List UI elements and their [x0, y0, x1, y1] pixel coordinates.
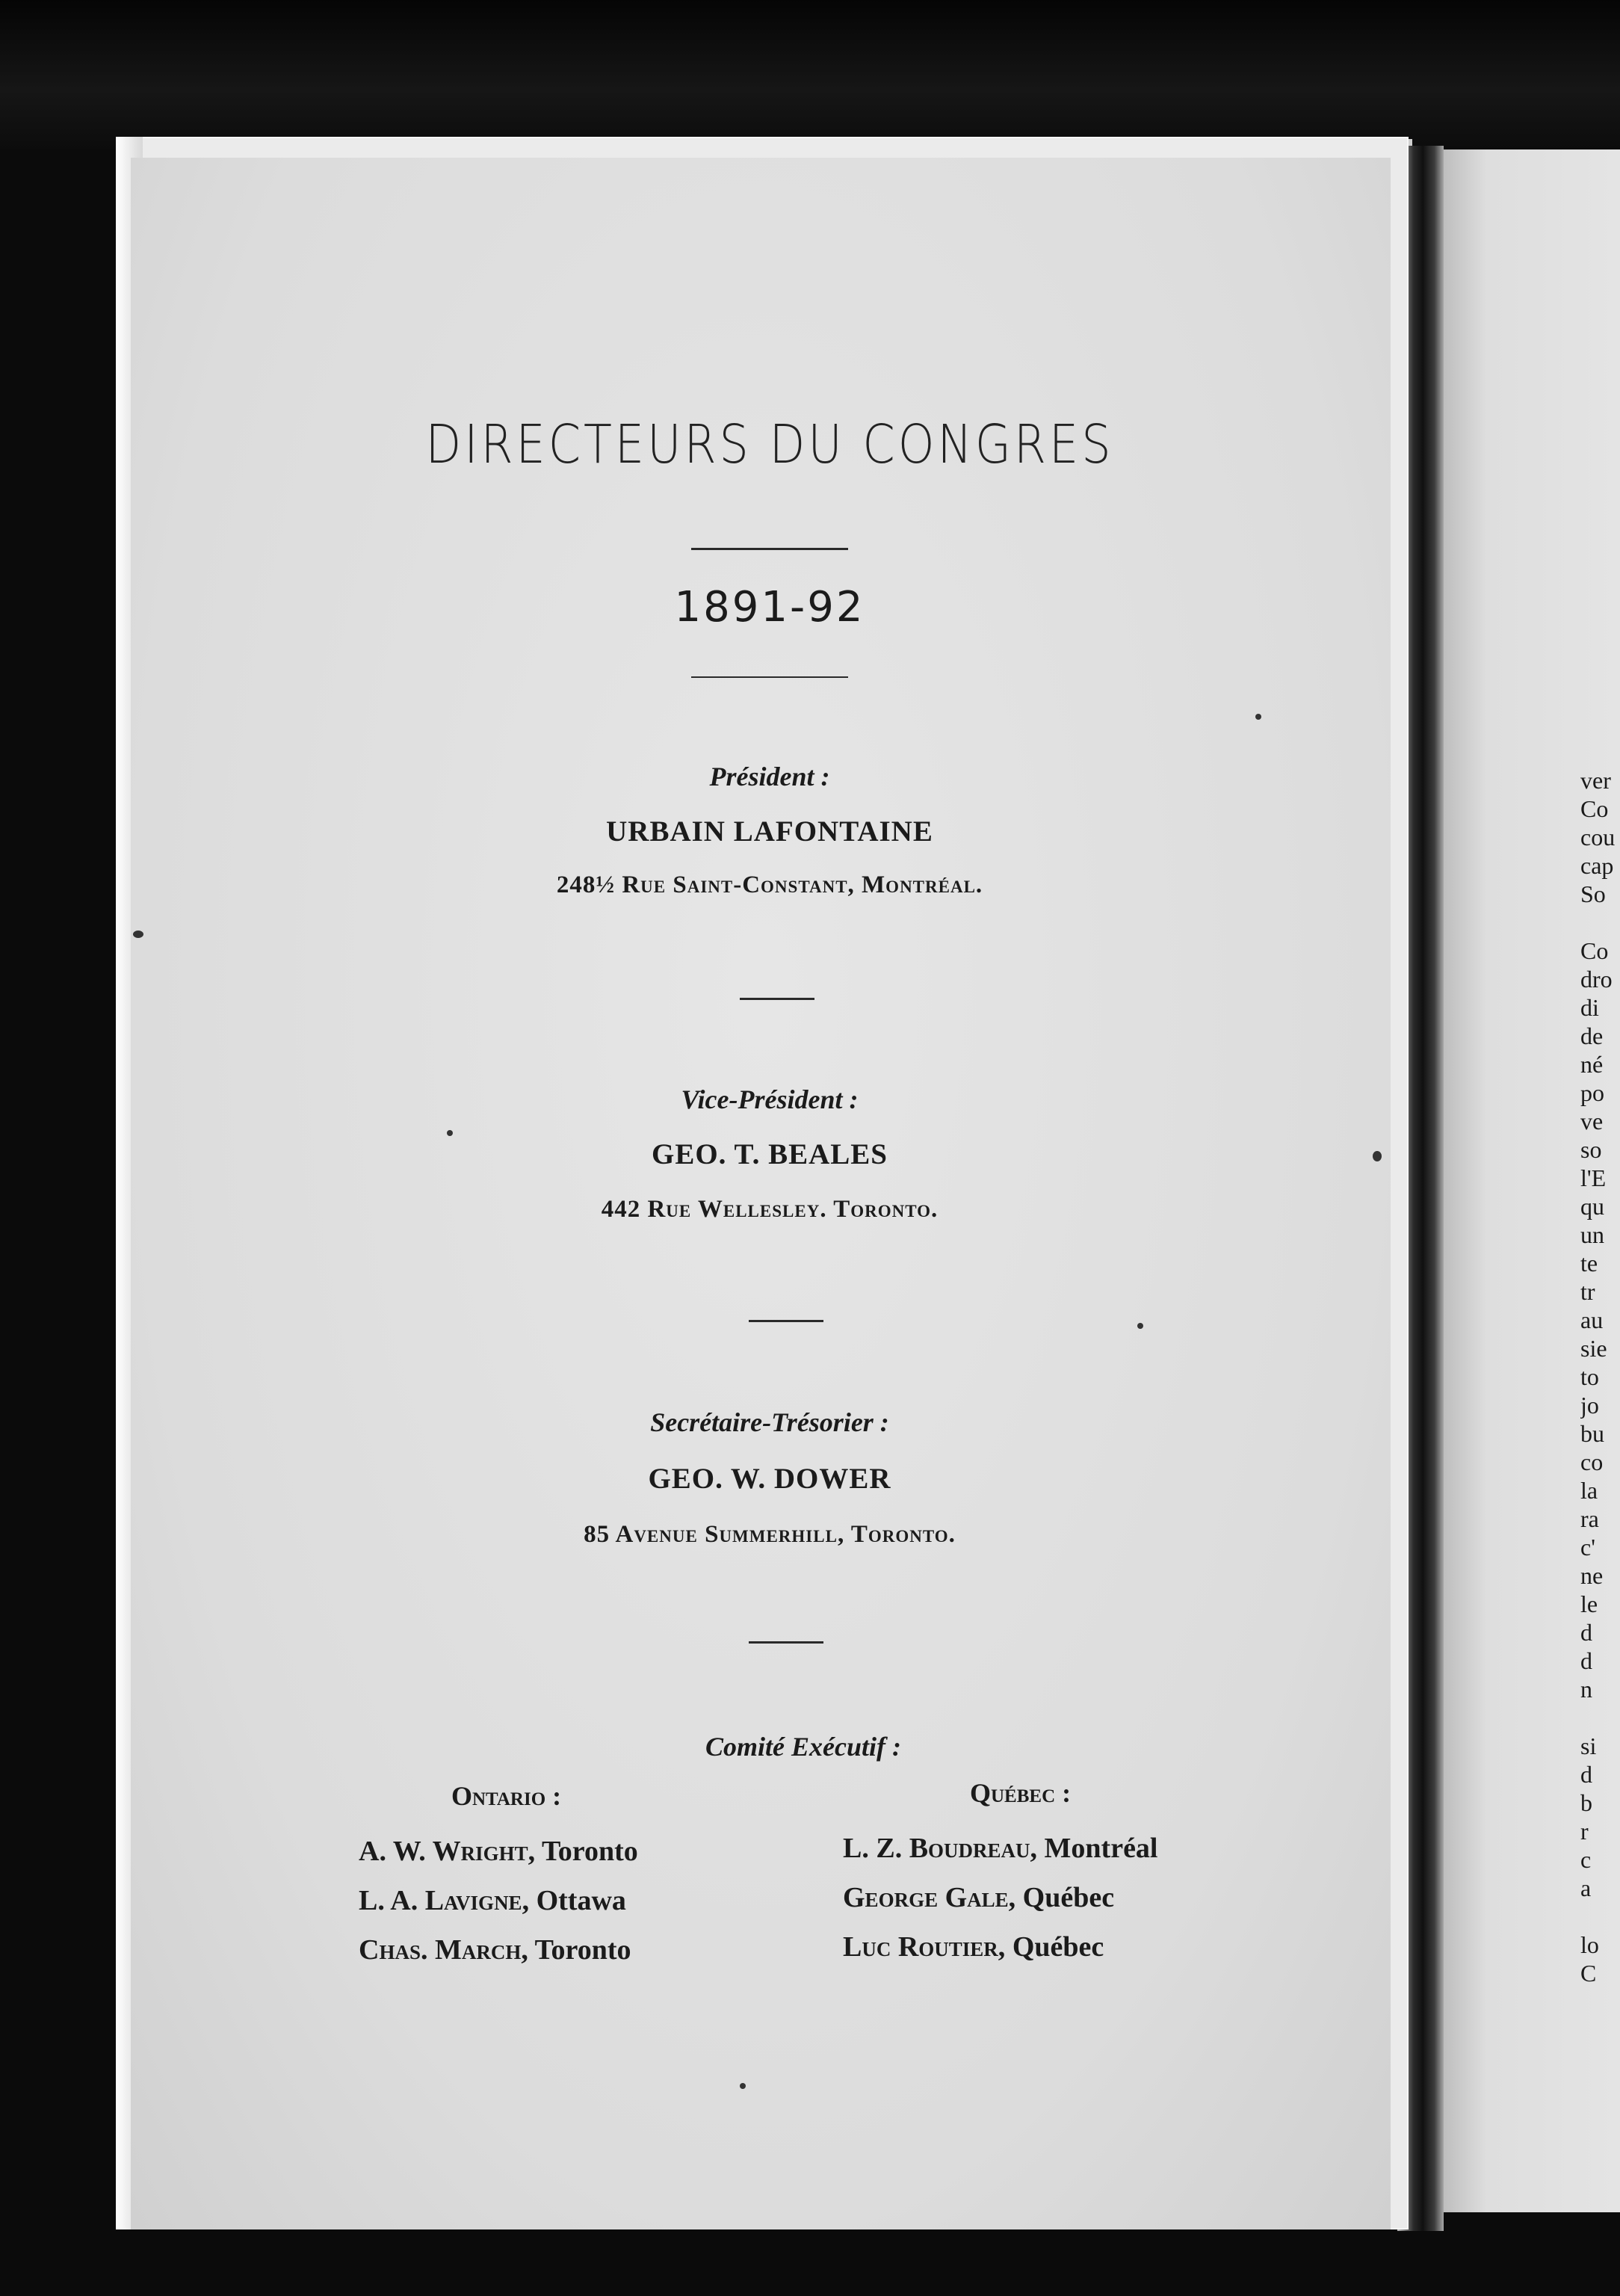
member-city: Toronto [534, 1934, 631, 1966]
scan-speck [1373, 1151, 1382, 1161]
member-city: Montréal [1044, 1833, 1158, 1864]
secretary-address: 85 Avenue Summerhill, Toronto. [584, 1521, 956, 1548]
vice-president-role: Vice-Président : [681, 1084, 859, 1114]
member-city: Québec [1022, 1882, 1115, 1913]
member-name: Luc Routier, [843, 1931, 1006, 1963]
member-name: L. A. Lavigne, [359, 1885, 530, 1916]
separator-rule [740, 998, 814, 1000]
list-item [359, 1925, 638, 1975]
member-name: A. W. Wright, [359, 1836, 536, 1867]
list-item [843, 1922, 1158, 1972]
secretary-name: GEO. W. DOWER [648, 1463, 891, 1495]
scan-speck [740, 2083, 746, 2089]
list-item [843, 1824, 1158, 1873]
quebec-column [843, 1777, 1158, 1972]
title-rule [691, 548, 848, 550]
list-item [359, 1876, 638, 1925]
facing-page-text: ver Co cou cap So Co dro di de né po ve so l'E qu un te tr au sie to jo bu co la ra c' ne le d d n si d b r c a lo C [1580, 767, 1616, 1987]
scan-speck [447, 1130, 453, 1136]
ontario-label: Ontario : [451, 1781, 562, 1811]
member-city: Toronto [541, 1836, 638, 1867]
committee-heading: Comité Exécutif : [705, 1732, 901, 1762]
scan-speck [1137, 1323, 1143, 1329]
page-title: DIRECTEURS DU CONGRES [425, 413, 1114, 476]
year-rule [691, 676, 848, 678]
member-name: L. Z. Boudreau, [843, 1833, 1038, 1864]
ontario-column [359, 1780, 638, 1975]
separator-rule [749, 1641, 823, 1644]
member-name: George Gale, [843, 1882, 1016, 1913]
member-city: Ottawa [536, 1885, 626, 1916]
secretary-role: Secrétaire-Trésorier : [650, 1407, 889, 1437]
list-item [843, 1873, 1158, 1922]
scan-speck [1255, 714, 1261, 720]
president-name: URBAIN LAFONTAINE [606, 815, 933, 848]
vice-president-name: GEO. T. BEALES [651, 1138, 888, 1170]
quebec-label: Québec : [970, 1778, 1072, 1808]
president-address: 248½ Rue Saint-Constant, Montréal. [556, 871, 983, 898]
member-city: Québec [1012, 1931, 1104, 1963]
president-role: Président : [709, 762, 830, 791]
scan-background-top [0, 0, 1620, 149]
member-name: Chas. March, [359, 1934, 528, 1966]
vice-president-address: 442 Rue Wellesley. Toronto. [601, 1196, 939, 1223]
list-item [359, 1827, 638, 1876]
separator-rule [749, 1320, 823, 1322]
scan-speck [133, 931, 143, 938]
year-heading: 1891-92 [674, 583, 865, 632]
